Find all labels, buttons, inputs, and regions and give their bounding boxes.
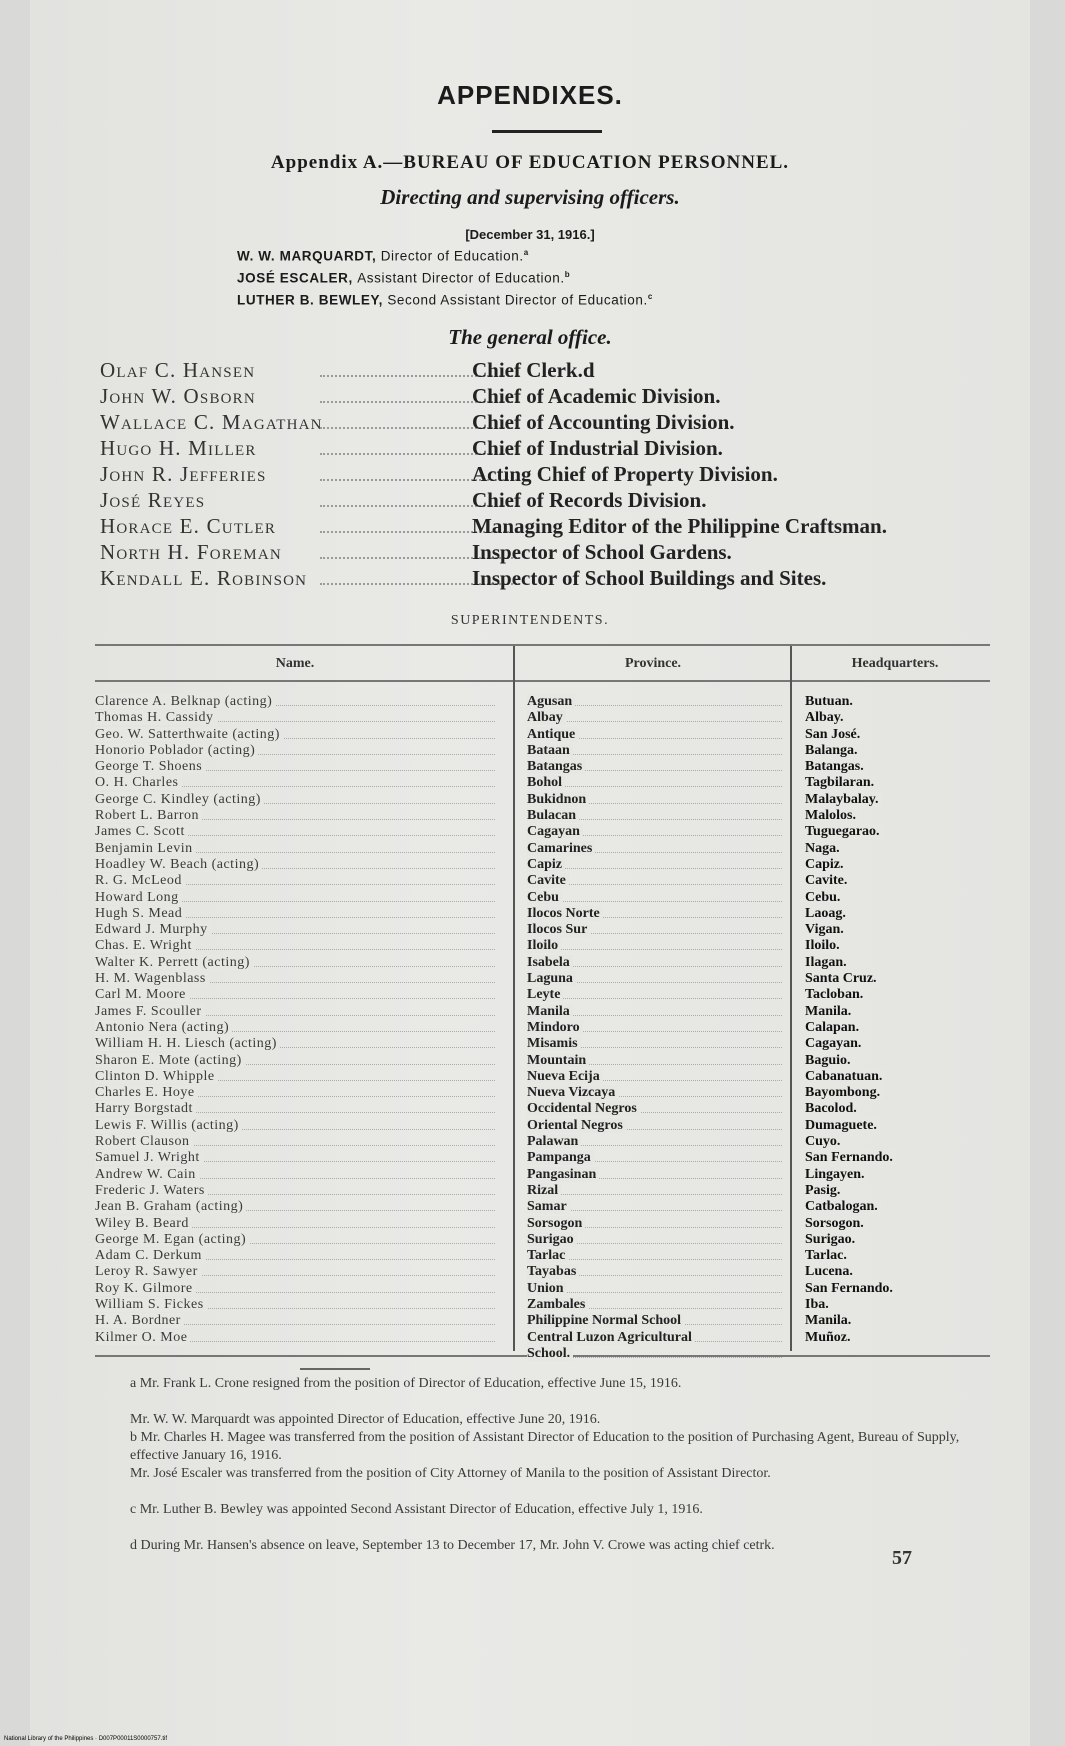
province-cell: Isabela bbox=[527, 955, 782, 971]
staff-name: North H. Foreman bbox=[100, 540, 282, 564]
province-cell: Bukidnon bbox=[527, 792, 782, 808]
province-cell: Pampanga bbox=[527, 1150, 782, 1166]
headquarters-cell: Santa Cruz. bbox=[805, 971, 985, 987]
office-row bbox=[100, 410, 980, 436]
province-cell: Cagayan bbox=[527, 824, 782, 840]
headquarters-column bbox=[805, 694, 985, 1346]
staff-title: Inspector of School Gardens. bbox=[472, 540, 732, 564]
headquarters-cell: Balanga. bbox=[805, 743, 985, 759]
province-cell: Ilocos Sur bbox=[527, 922, 782, 938]
province-cell: Zambales bbox=[527, 1297, 782, 1313]
headquarters-cell: Iloilo. bbox=[805, 938, 985, 954]
superintendent-name: O. H. Charles bbox=[95, 775, 495, 791]
superintendent-name: Howard Long bbox=[95, 890, 495, 906]
province-cell: Agusan bbox=[527, 694, 782, 710]
office-row bbox=[100, 540, 980, 566]
headquarters-cell: Surigao. bbox=[805, 1232, 985, 1248]
director-name: JOSÉ ESCALER, bbox=[237, 270, 353, 286]
date-line: [December 31, 1916.] bbox=[465, 227, 595, 242]
staff-name: José Reyes bbox=[100, 488, 206, 512]
province-cell: Surigao bbox=[527, 1232, 782, 1248]
province-cell: Cavite bbox=[527, 873, 782, 889]
headquarters-cell: Bacolod. bbox=[805, 1101, 985, 1117]
superintendent-name: James C. Scott bbox=[95, 824, 495, 840]
headquarters-cell: Cagayan. bbox=[805, 1036, 985, 1052]
province-cell: Samar bbox=[527, 1199, 782, 1215]
superintendent-name: Samuel J. Wright bbox=[95, 1150, 495, 1166]
page-number: 57 bbox=[892, 1547, 912, 1569]
superintendent-name: Lewis F. Willis (acting) bbox=[95, 1118, 495, 1134]
superintendent-name: Hugh S. Mead bbox=[95, 906, 495, 922]
headquarters-cell: Dumaguete. bbox=[805, 1118, 985, 1134]
superintendent-name: Chas. E. Wright bbox=[95, 938, 495, 954]
headquarters-cell: Tacloban. bbox=[805, 987, 985, 1003]
page-title: APPENDIXES. bbox=[437, 80, 623, 110]
director-name: LUTHER B. BEWLEY, bbox=[237, 292, 383, 308]
superintendents-table bbox=[95, 640, 990, 1361]
superintendent-name: William S. Fickes bbox=[95, 1297, 495, 1313]
director-title: Director of Education. bbox=[380, 248, 524, 264]
headquarters-cell: Tagbilaran. bbox=[805, 775, 985, 791]
footnote-mark: a bbox=[523, 248, 529, 257]
headquarters-cell: Malaybalay. bbox=[805, 792, 985, 808]
office-row bbox=[100, 358, 980, 384]
headquarters-cell: Iba. bbox=[805, 1297, 985, 1313]
province-cell: Oriental Negros bbox=[527, 1118, 782, 1134]
headquarters-cell: Albay. bbox=[805, 710, 985, 726]
second-assistant-director-line bbox=[237, 292, 653, 308]
province-cell: Cebu bbox=[527, 890, 782, 906]
superintendent-name: Clinton D. Whipple bbox=[95, 1069, 495, 1085]
column-header-province: Province. bbox=[624, 656, 682, 671]
footnote: a Mr. Frank L. Crone resigned from the position of Director of Education, effective June 15, 1916. bbox=[130, 1376, 682, 1391]
superintendent-name: Geo. W. Satterthwaite (acting) bbox=[95, 727, 495, 743]
province-cell: Philippine Normal School bbox=[527, 1313, 782, 1329]
headquarters-cell: Vigan. bbox=[805, 922, 985, 938]
headquarters-cell: Pasig. bbox=[805, 1183, 985, 1199]
superintendent-name: Sharon E. Mote (acting) bbox=[95, 1053, 495, 1069]
superintendent-name: Hoadley W. Beach (acting) bbox=[95, 857, 495, 873]
section-subtitle: Directing and supervising officers. bbox=[380, 185, 680, 209]
headquarters-cell: Manila. bbox=[805, 1004, 985, 1020]
province-cell: School. bbox=[527, 1346, 782, 1362]
headquarters-cell: San Fernando. bbox=[805, 1281, 985, 1297]
staff-name: Horace E. Cutler bbox=[100, 514, 277, 538]
headquarters-cell: Laoag. bbox=[805, 906, 985, 922]
staff-title: Chief of Accounting Division. bbox=[472, 410, 735, 434]
superintendent-name: William H. H. Liesch (acting) bbox=[95, 1036, 495, 1052]
assistant-director-line bbox=[237, 270, 570, 286]
staff-name: Wallace C. Magathan bbox=[100, 410, 323, 434]
headquarters-cell: Butuan. bbox=[805, 694, 985, 710]
staff-name: Hugo H. Miller bbox=[100, 436, 257, 460]
office-row bbox=[100, 488, 980, 514]
superintendent-name: Antonio Nera (acting) bbox=[95, 1020, 495, 1036]
province-cell: Albay bbox=[527, 710, 782, 726]
headquarters-cell: Tarlac. bbox=[805, 1248, 985, 1264]
superintendent-name: Robert L. Barron bbox=[95, 808, 495, 824]
footnote-mark: c bbox=[647, 292, 653, 301]
footnote-mark: b bbox=[564, 270, 571, 279]
superintendent-name: George C. Kindley (acting) bbox=[95, 792, 495, 808]
column-header-headquarters: Headquarters. bbox=[851, 656, 939, 671]
staff-name: John R. Jefferies bbox=[100, 462, 267, 486]
staff-name: Olaf C. Hansen bbox=[100, 358, 256, 382]
province-cell: Nueva Ecija bbox=[527, 1069, 782, 1085]
footnote: Mr. W. W. Marquardt was appointed Director of Education, effective June 20, 1916. bbox=[130, 1412, 601, 1427]
province-cell: Camarines bbox=[527, 841, 782, 857]
province-cell: Batangas bbox=[527, 759, 782, 775]
staff-title: Chief of Industrial Division. bbox=[472, 436, 723, 460]
superintendent-name: Harry Borgstadt bbox=[95, 1101, 495, 1117]
superintendent-name: George T. Shoens bbox=[95, 759, 495, 775]
headquarters-cell: Cabanatuan. bbox=[805, 1069, 985, 1085]
headquarters-cell: Naga. bbox=[805, 841, 985, 857]
staff-title: Chief Clerk.d bbox=[472, 358, 595, 382]
headquarters-cell: Bayombong. bbox=[805, 1085, 985, 1101]
province-cell: Union bbox=[527, 1281, 782, 1297]
superintendent-name: Robert Clauson bbox=[95, 1134, 495, 1150]
footnote-rule bbox=[300, 1368, 370, 1370]
superintendent-name: Clarence A. Belknap (acting) bbox=[95, 694, 495, 710]
superintendent-name: H. A. Bordner bbox=[95, 1313, 495, 1329]
headquarters-cell: Batangas. bbox=[805, 759, 985, 775]
province-column bbox=[527, 694, 782, 1362]
province-cell: Manila bbox=[527, 1004, 782, 1020]
province-cell: Misamis bbox=[527, 1036, 782, 1052]
province-cell: Leyte bbox=[527, 987, 782, 1003]
superintendent-name: James F. Scouller bbox=[95, 1004, 495, 1020]
office-row bbox=[100, 514, 980, 540]
staff-title: Chief of Records Division. bbox=[472, 488, 707, 512]
headquarters-cell: San José. bbox=[805, 727, 985, 743]
staff-title: Inspector of School Buildings and Sites. bbox=[472, 566, 827, 590]
office-row bbox=[100, 436, 980, 462]
province-cell: Tayabas bbox=[527, 1264, 782, 1280]
superintendent-name: Adam C. Derkum bbox=[95, 1248, 495, 1264]
province-cell: Tarlac bbox=[527, 1248, 782, 1264]
headquarters-cell: Lucena. bbox=[805, 1264, 985, 1280]
headquarters-cell: San Fernando. bbox=[805, 1150, 985, 1166]
superintendent-name: Kilmer O. Moe bbox=[95, 1330, 495, 1346]
superintendent-name: Andrew W. Cain bbox=[95, 1167, 495, 1183]
staff-title: Managing Editor of the Philippine Craftsman. bbox=[472, 514, 887, 538]
province-cell: Mindoro bbox=[527, 1020, 782, 1036]
general-office-heading: The general office. bbox=[448, 325, 612, 349]
staff-name: John W. Osborn bbox=[100, 384, 256, 408]
staff-name: Kendall E. Robinson bbox=[100, 566, 308, 590]
superintendent-name: Benjamin Levin bbox=[95, 841, 495, 857]
province-cell: Antique bbox=[527, 727, 782, 743]
name-column bbox=[95, 694, 495, 1346]
director-title: Second Assistant Director of Education. bbox=[387, 292, 648, 308]
superintendent-name: Jean B. Graham (acting) bbox=[95, 1199, 495, 1215]
headquarters-cell: Capiz. bbox=[805, 857, 985, 873]
title-rule bbox=[492, 130, 602, 133]
superintendent-name: H. M. Wagenblass bbox=[95, 971, 495, 987]
superintendent-name: Honorio Poblador (acting) bbox=[95, 743, 495, 759]
office-row bbox=[100, 462, 980, 488]
province-cell: Bulacan bbox=[527, 808, 782, 824]
province-cell: Mountain bbox=[527, 1053, 782, 1069]
director-line bbox=[237, 248, 529, 264]
headquarters-cell: Tuguegarao. bbox=[805, 824, 985, 840]
headquarters-cell: Cebu. bbox=[805, 890, 985, 906]
headquarters-cell: Ilagan. bbox=[805, 955, 985, 971]
headquarters-cell: Sorsogon. bbox=[805, 1216, 985, 1232]
headquarters-cell: Cuyo. bbox=[805, 1134, 985, 1150]
headquarters-cell: Catbalogan. bbox=[805, 1199, 985, 1215]
province-cell: Ilocos Norte bbox=[527, 906, 782, 922]
superintendent-name: Leroy R. Sawyer bbox=[95, 1264, 495, 1280]
superintendent-name: Edward J. Murphy bbox=[95, 922, 495, 938]
director-title: Assistant Director of Education. bbox=[357, 270, 565, 286]
appendix-heading: Appendix A.—BUREAU OF EDUCATION PERSONNEL. bbox=[270, 152, 790, 173]
province-cell: Sorsogon bbox=[527, 1216, 782, 1232]
province-cell: Rizal bbox=[527, 1183, 782, 1199]
superintendent-name: George M. Egan (acting) bbox=[95, 1232, 495, 1248]
headquarters-cell: Calapan. bbox=[805, 1020, 985, 1036]
superintendent-name: Roy K. Gilmore bbox=[95, 1281, 495, 1297]
headquarters-cell: Manila. bbox=[805, 1313, 985, 1329]
archive-stamp: National Library of the Philippines · D007P00011S0000757.tif bbox=[4, 1736, 167, 1742]
superintendents-heading: SUPERINTENDENTS. bbox=[450, 613, 610, 628]
province-cell: Capiz bbox=[527, 857, 782, 873]
office-row bbox=[100, 384, 980, 410]
province-cell: Iloilo bbox=[527, 938, 782, 954]
superintendent-name: Charles E. Hoye bbox=[95, 1085, 495, 1101]
province-cell: Bataan bbox=[527, 743, 782, 759]
superintendent-name: Frederic J. Waters bbox=[95, 1183, 495, 1199]
province-cell: Bohol bbox=[527, 775, 782, 791]
province-cell: Central Luzon Agricultural bbox=[527, 1330, 782, 1346]
superintendent-name: Thomas H. Cassidy bbox=[95, 710, 495, 726]
staff-title: Chief of Academic Division. bbox=[472, 384, 721, 408]
province-cell: Pangasinan bbox=[527, 1167, 782, 1183]
headquarters-cell: Muñoz. bbox=[805, 1330, 985, 1346]
footnote: d During Mr. Hansen's absence on leave, September 13 to December 17, Mr. John V. Crowe was acting chief cetrk. bbox=[130, 1538, 775, 1553]
province-cell: Laguna bbox=[527, 971, 782, 987]
column-header-name: Name. bbox=[275, 656, 315, 671]
director-name: W. W. MARQUARDT, bbox=[237, 248, 377, 264]
staff-title: Acting Chief of Property Division. bbox=[472, 462, 778, 486]
footnote: c Mr. Luther B. Bewley was appointed Second Assistant Director of Education, effective July 1, 1916. bbox=[130, 1502, 703, 1517]
superintendent-name: Walter K. Perrett (acting) bbox=[95, 955, 495, 971]
headquarters-cell: Baguio. bbox=[805, 1053, 985, 1069]
province-cell: Occidental Negros bbox=[527, 1101, 782, 1117]
footnote: Mr. José Escaler was transferred from the position of City Attorney of Manila to the position of Assistant Director. bbox=[130, 1466, 771, 1481]
headquarters-cell: Lingayen. bbox=[805, 1167, 985, 1183]
superintendent-name: R. G. McLeod bbox=[95, 873, 495, 889]
office-row bbox=[100, 566, 980, 592]
headquarters-cell: Cavite. bbox=[805, 873, 985, 889]
superintendent-name: Wiley B. Beard bbox=[95, 1216, 495, 1232]
document-page bbox=[30, 0, 1030, 1746]
footnote: b Mr. Charles H. Magee was transferred from the position of Assistant Director of Education to the position of Purchasing Agent, Bureau of Supply, effective January 16, 1916. bbox=[130, 1430, 960, 1463]
superintendent-name: Carl M. Moore bbox=[95, 987, 495, 1003]
province-cell: Palawan bbox=[527, 1134, 782, 1150]
headquarters-cell: Malolos. bbox=[805, 808, 985, 824]
province-cell: Nueva Vizcaya bbox=[527, 1085, 782, 1101]
